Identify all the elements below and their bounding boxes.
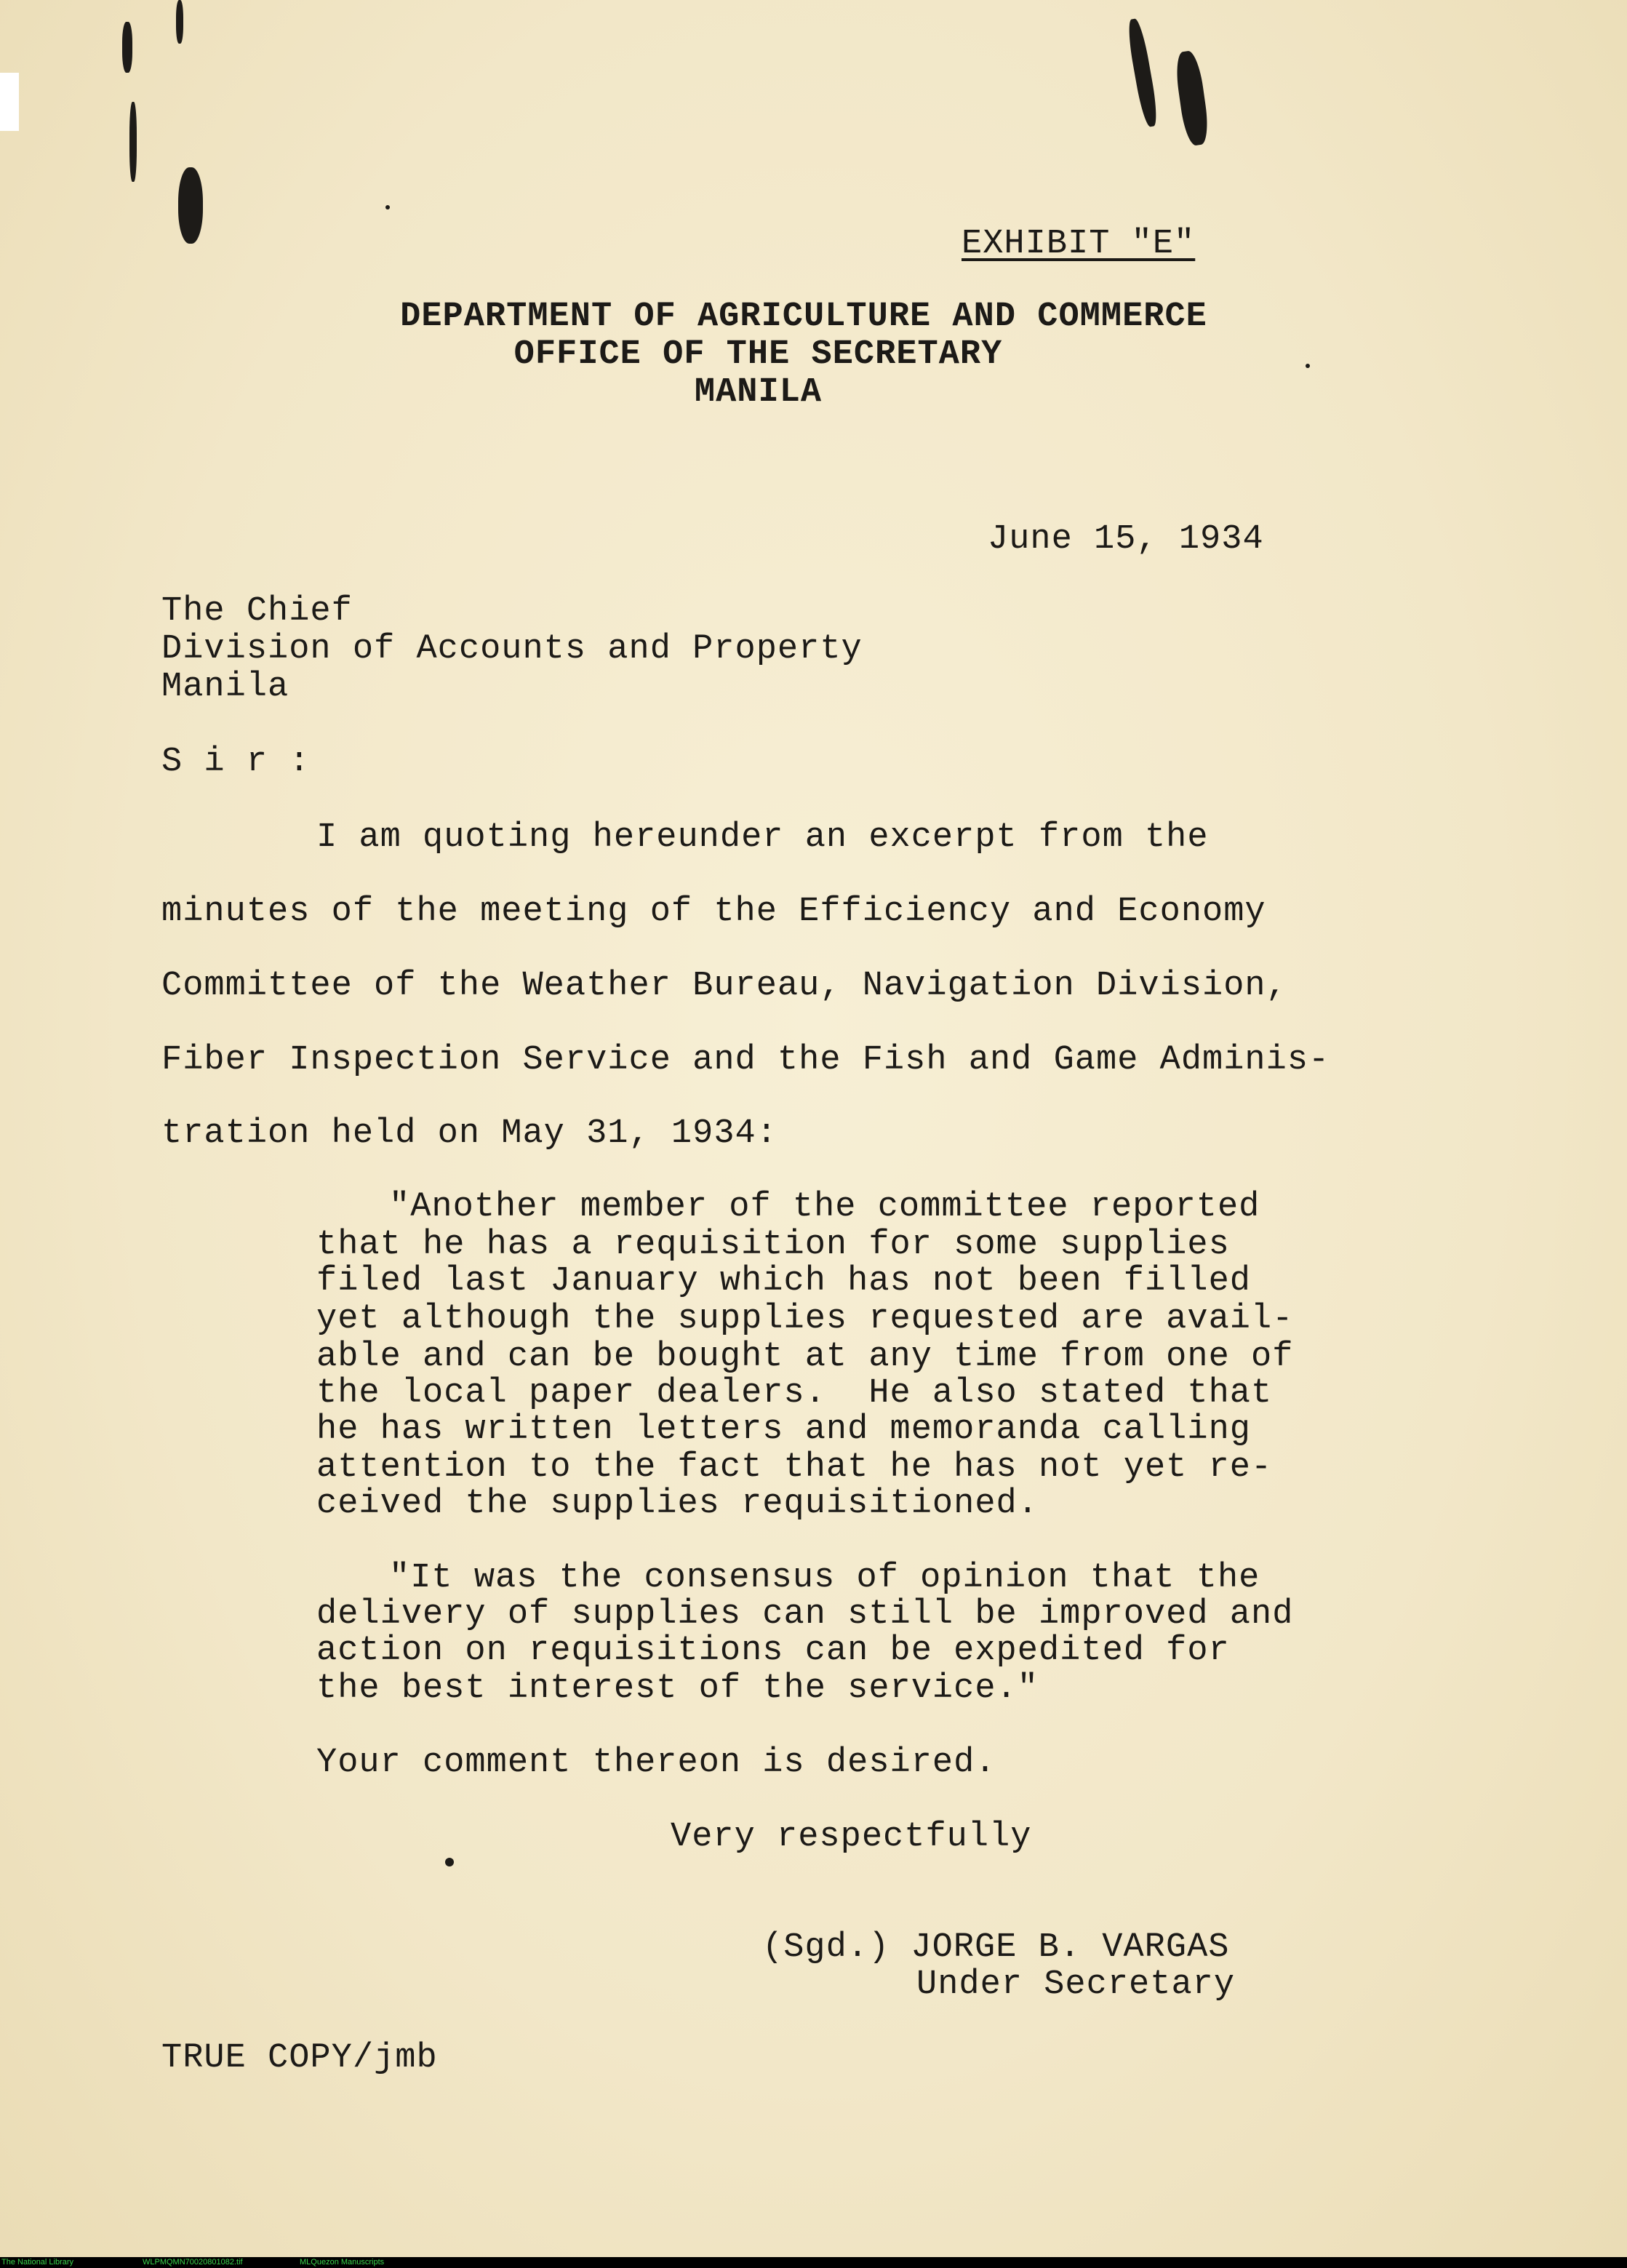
binding-mark [1173,49,1211,146]
footer-library: The National Library [1,2258,74,2267]
letterhead-office: OFFICE OF THE SECRETARY [513,335,1003,374]
recipient-line: Division of Accounts and Property [161,630,863,668]
quote-line: delivery of supplies can still be improved and [316,1595,1294,1634]
binding-mark [129,102,137,182]
recipient-line: The Chief [161,592,353,631]
quote-line: "It was the consensus of opinion that the [389,1559,1260,1597]
body-line: minutes of the meeting of the Efficiency and Economy [161,893,1266,931]
body-line: Committee of the Weather Bureau, Navigation Division, [161,967,1287,1005]
body-line: I am quoting hereunder an excerpt from the [316,818,1209,857]
quote-line: ceived the supplies requisitioned. [316,1485,1039,1523]
quote-line: action on requisitions can be expedited for [316,1632,1230,1670]
recipient-line: Manila [161,668,289,706]
footer-collection: MLQuezon Manuscripts [300,2258,385,2267]
quote-line: filed last January which has not been filled [316,1262,1252,1301]
quote-line: yet although the supplies requested are avail- [316,1300,1294,1338]
signature-title: Under Secretary [916,1965,1236,2004]
body-line: tration held on May 31, 1934: [161,1114,777,1153]
ink-speck [1306,364,1310,368]
quote-line: "Another member of the committee reported [389,1188,1260,1226]
quote-line: the local paper dealers. He also stated that [316,1374,1273,1413]
request-line: Your comment thereon is desired. [316,1744,996,1782]
quote-line: that he has a requisition for some supplies [316,1226,1230,1264]
exhibit-label: EXHIBIT "E" [962,225,1196,263]
binding-mark [178,167,203,244]
quote-line: attention to the fact that he has not yet re- [316,1448,1273,1487]
ink-speck [445,1858,454,1866]
quote-line: he has written letters and memoranda calling [316,1410,1252,1449]
closing: Very respectfully [671,1818,1032,1856]
letter-date: June 15, 1934 [988,520,1264,559]
body-line: Fiber Inspection Service and the Fish and Game Adminis- [161,1041,1330,1079]
salutation: S i r : [161,743,311,781]
footer-file-id: WLPMQMN70020801082.tif [143,2258,243,2267]
torn-corner [0,73,19,131]
copy-note: TRUE COPY/jmb [161,2039,438,2077]
binding-mark [1125,17,1160,128]
signature-name: (Sgd.) JORGE B. VARGAS [762,1928,1230,1967]
letterhead-city: MANILA [694,373,823,412]
letterhead-department: DEPARTMENT OF AGRICULTURE AND COMMERCE [400,298,1207,336]
ink-speck [385,205,390,209]
binding-mark [176,0,183,44]
archive-footer [0,2257,1627,2268]
quote-line: able and can be bought at any time from one of [316,1338,1294,1376]
quote-line: the best interest of the service." [316,1669,1039,1708]
binding-mark [122,22,132,73]
